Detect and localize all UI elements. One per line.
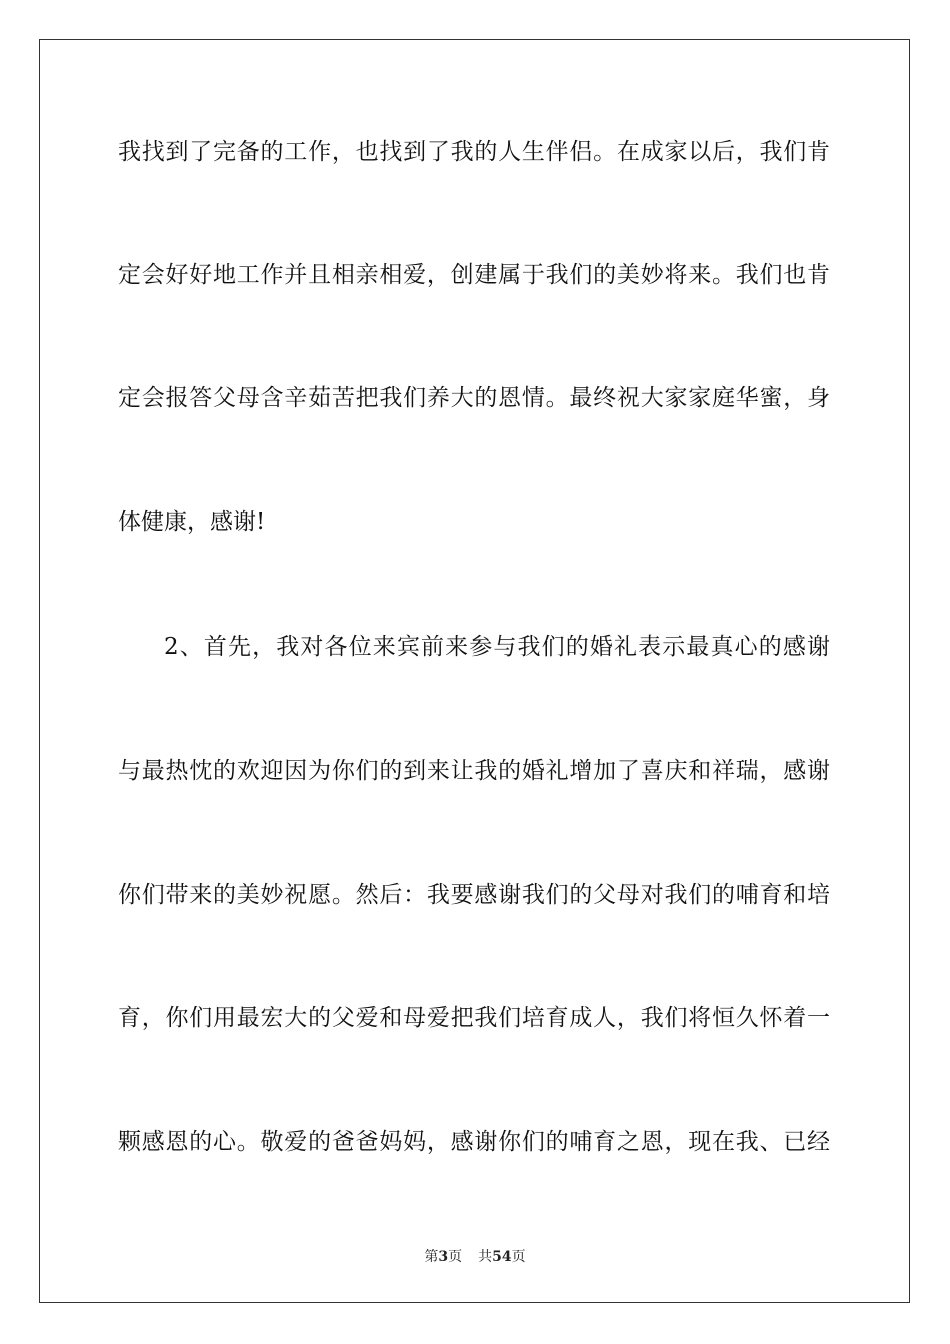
page-border (39, 39, 910, 1303)
footer-page-number: 3 (438, 1249, 449, 1265)
footer-total-prefix: 共 (478, 1249, 493, 1265)
footer-page-prefix: 第 (424, 1249, 439, 1265)
text-line: 定会报答父母含辛茹苦把我们养大的恩情。最终祝大家家庭华蜜，身 (118, 385, 830, 411)
text-line: 定会好好地工作并且相亲相爱，创建属于我们的美妙将来。我们也肯 (118, 262, 830, 288)
footer-page-suffix: 页 (448, 1249, 463, 1265)
footer-total-number: 54 (492, 1249, 512, 1265)
text-line: 育，你们用最宏大的父爱和母爱把我们培育成人，我们将恒久怀着一 (118, 1005, 830, 1031)
footer-total-suffix: 页 (511, 1249, 526, 1265)
text-line: 与最热忱的欢迎因为你们的到来让我的婚礼增加了喜庆和祥瑞，感谢 (118, 758, 830, 784)
text-line: 体健康，感谢! (118, 509, 266, 535)
text-line: 你们带来的美妙祝愿。然后：我要感谢我们的父母对我们的哺育和培 (118, 882, 830, 908)
text-line: 我找到了完备的工作，也找到了我的人生伴侣。在成家以后，我们肯 (118, 139, 830, 165)
text-line: 颗感恩的心。敬爱的爸爸妈妈，感谢你们的哺育之恩，现在我、已经 (118, 1129, 830, 1155)
text-line: 2、首先，我对各位来宾前来参与我们的婚礼表示最真心的感谢 (164, 634, 830, 660)
page-footer (0, 1246, 950, 1266)
